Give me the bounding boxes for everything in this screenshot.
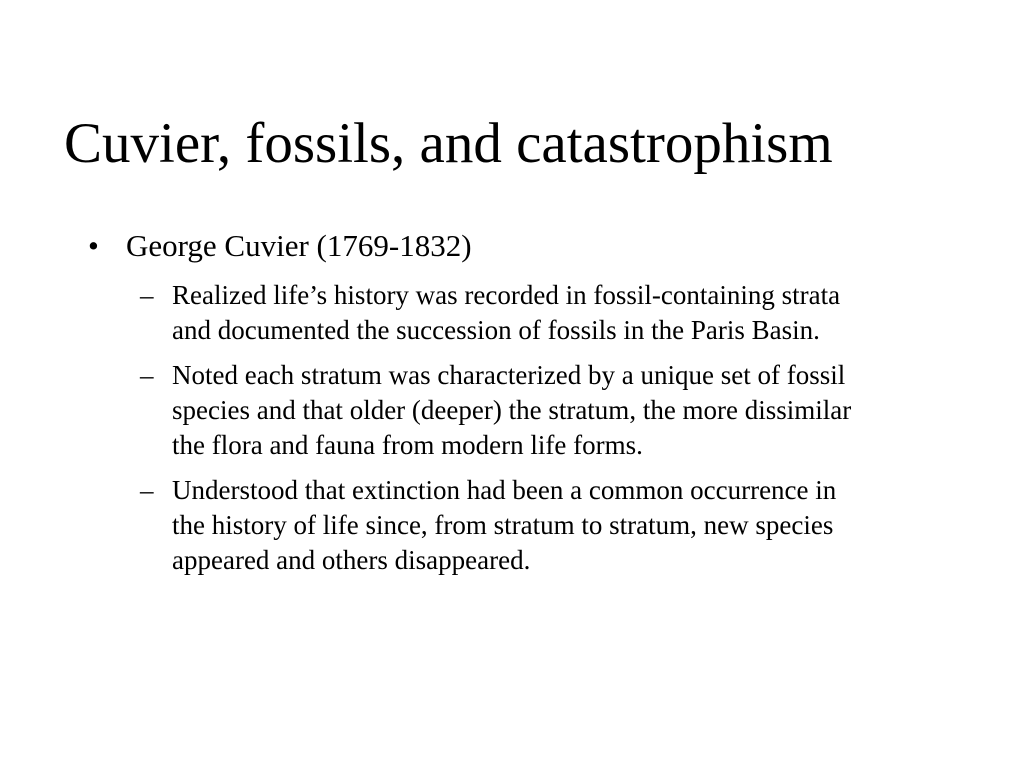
dash-marker: – — [140, 360, 154, 390]
sub-bullet-text: Realized life’s history was recorded in fossil-containing strata and documented the succession of fossils in the Paris Basin. — [172, 280, 841, 345]
bullet-item — [86, 226, 966, 266]
sub-bullet-item — [86, 278, 852, 348]
dash-marker: – — [140, 280, 154, 310]
slide-title: Cuvier, fossils, and catastrophism — [64, 112, 833, 175]
sub-bullet-item — [86, 473, 852, 578]
slide-body — [86, 226, 966, 588]
sub-bullet-item — [86, 358, 852, 463]
bullet-marker: • — [88, 228, 99, 263]
sub-bullet-list — [86, 278, 966, 578]
bullet-text: George Cuvier (1769-1832) — [126, 228, 472, 263]
sub-bullet-text: Noted each stratum was characterized by a unique set of fossil species and that older (deeper) the stratum, the more dissimilar the flora and fauna from modern life forms. — [172, 360, 852, 460]
sub-bullet-text: Understood that extinction had been a common occurrence in the history of life since, from stratum to stratum, new species appeared and others disappeared. — [172, 475, 837, 575]
dash-marker: – — [140, 475, 154, 505]
